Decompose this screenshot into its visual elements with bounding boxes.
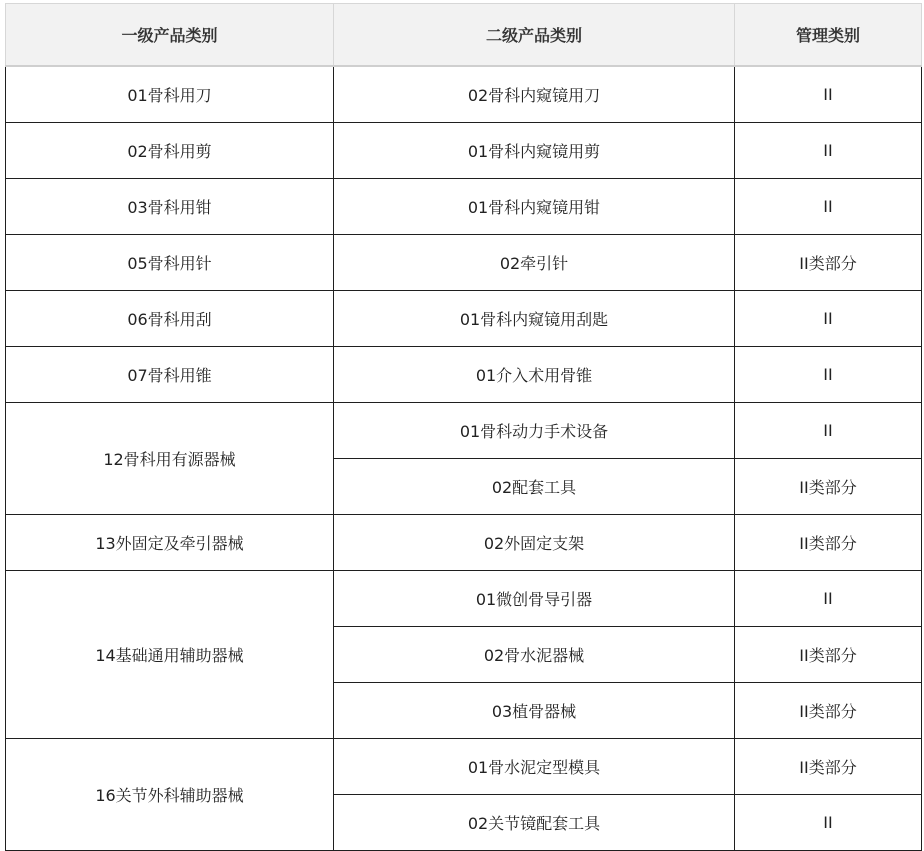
header-management-class: 管理类别	[735, 4, 922, 67]
secondary-category-cell: 02配套工具	[334, 459, 735, 515]
management-class-cell: II	[735, 795, 922, 851]
table-body	[6, 66, 922, 851]
management-class-cell: II	[735, 347, 922, 403]
management-class-cell: II类部分	[735, 683, 922, 739]
management-class-cell: II类部分	[735, 739, 922, 795]
table-row	[6, 123, 922, 179]
secondary-category-cell: 02骨科内窥镜用刀	[334, 66, 735, 123]
secondary-category-cell: 03植骨器械	[334, 683, 735, 739]
management-class-cell: II	[735, 403, 922, 459]
table-row	[6, 515, 922, 571]
secondary-category-cell: 02外固定支架	[334, 515, 735, 571]
table-row	[6, 179, 922, 235]
table-row	[6, 403, 922, 459]
product-category-table-wrapper	[5, 3, 921, 851]
table-row	[6, 291, 922, 347]
management-class-cell: II	[735, 291, 922, 347]
table-row	[6, 66, 922, 123]
primary-category-cell: 07骨科用锥	[6, 347, 334, 403]
primary-category-cell: 06骨科用刮	[6, 291, 334, 347]
header-secondary-category: 二级产品类别	[334, 4, 735, 67]
secondary-category-cell: 02牵引针	[334, 235, 735, 291]
primary-category-cell: 02骨科用剪	[6, 123, 334, 179]
management-class-cell: II类部分	[735, 515, 922, 571]
table-header	[6, 4, 922, 67]
primary-category-cell: 03骨科用钳	[6, 179, 334, 235]
secondary-category-cell: 01骨科内窥镜用剪	[334, 123, 735, 179]
management-class-cell: II	[735, 66, 922, 123]
management-class-cell: II类部分	[735, 627, 922, 683]
product-category-table	[5, 3, 922, 851]
secondary-category-cell: 01骨科动力手术设备	[334, 403, 735, 459]
management-class-cell: II类部分	[735, 235, 922, 291]
management-class-cell: II	[735, 571, 922, 627]
primary-category-cell: 13外固定及牵引器械	[6, 515, 334, 571]
header-primary-category: 一级产品类别	[6, 4, 334, 67]
management-class-cell: II	[735, 179, 922, 235]
primary-category-cell: 12骨科用有源器械	[6, 403, 334, 515]
management-class-cell: II类部分	[735, 459, 922, 515]
primary-category-cell: 14基础通用辅助器械	[6, 571, 334, 739]
secondary-category-cell: 02骨水泥器械	[334, 627, 735, 683]
header-row	[6, 4, 922, 67]
secondary-category-cell: 01骨科内窥镜用刮匙	[334, 291, 735, 347]
table-row	[6, 571, 922, 627]
table-row	[6, 347, 922, 403]
secondary-category-cell: 01骨水泥定型模具	[334, 739, 735, 795]
management-class-cell: II	[735, 123, 922, 179]
secondary-category-cell: 02关节镜配套工具	[334, 795, 735, 851]
primary-category-cell: 16关节外科辅助器械	[6, 739, 334, 851]
secondary-category-cell: 01微创骨导引器	[334, 571, 735, 627]
table-row	[6, 739, 922, 795]
secondary-category-cell: 01骨科内窥镜用钳	[334, 179, 735, 235]
secondary-category-cell: 01介入术用骨锥	[334, 347, 735, 403]
primary-category-cell: 01骨科用刀	[6, 66, 334, 123]
primary-category-cell: 05骨科用针	[6, 235, 334, 291]
table-row	[6, 235, 922, 291]
